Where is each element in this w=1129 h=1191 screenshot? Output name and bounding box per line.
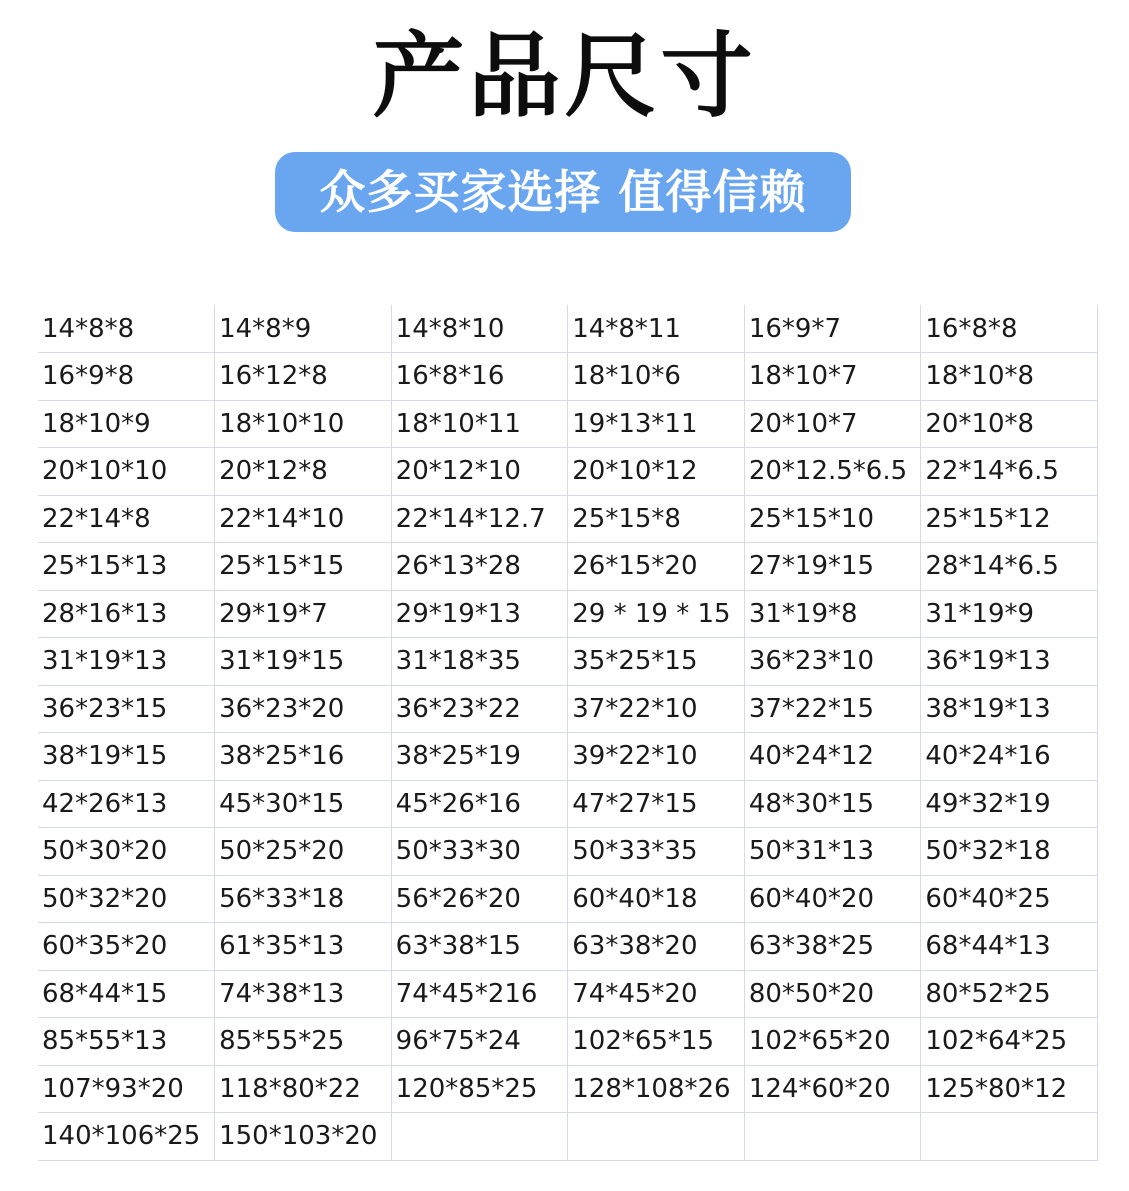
size-cell: 74*45*216 <box>391 970 568 1018</box>
size-cell: 50*25*20 <box>215 828 392 876</box>
table-row <box>38 828 1098 876</box>
size-cell: 20*10*8 <box>921 400 1098 448</box>
size-cell: 85*55*25 <box>215 1018 392 1066</box>
size-cell: 60*40*25 <box>921 875 1098 923</box>
size-cell: 150*103*20 <box>215 1113 392 1161</box>
size-cell: 22*14*8 <box>38 495 215 543</box>
size-cell: 60*40*20 <box>744 875 921 923</box>
size-cell: 36*23*10 <box>744 638 921 686</box>
size-cell: 37*22*10 <box>568 685 745 733</box>
size-cell: 63*38*20 <box>568 923 745 971</box>
size-cell: 74*38*13 <box>215 970 392 1018</box>
size-cell: 61*35*13 <box>215 923 392 971</box>
size-cell: 19*13*11 <box>568 400 745 448</box>
tagline-banner: 众多买家选择 值得信赖 <box>275 152 851 232</box>
size-cell: 56*26*20 <box>391 875 568 923</box>
table-row <box>38 495 1098 543</box>
size-cell: 27*19*15 <box>744 543 921 591</box>
size-cell: 140*106*25 <box>38 1113 215 1161</box>
table-row <box>38 590 1098 638</box>
size-cell: 35*25*15 <box>568 638 745 686</box>
size-cell: 38*19*13 <box>921 685 1098 733</box>
size-cell: 50*32*18 <box>921 828 1098 876</box>
size-cell: 16*9*7 <box>744 305 921 353</box>
size-cell: 31*19*13 <box>38 638 215 686</box>
size-cell: 50*33*30 <box>391 828 568 876</box>
size-cell: 25*15*15 <box>215 543 392 591</box>
size-cell: 63*38*15 <box>391 923 568 971</box>
size-cell: 48*30*15 <box>744 780 921 828</box>
page-title: 产品尺寸 <box>372 23 757 130</box>
size-cell: 16*8*8 <box>921 305 1098 353</box>
size-cell: 36*23*20 <box>215 685 392 733</box>
size-cell: 120*85*25 <box>391 1065 568 1113</box>
table-row <box>38 638 1098 686</box>
size-cell: 16*9*8 <box>38 353 215 401</box>
size-cell: 60*40*18 <box>568 875 745 923</box>
size-cell: 36*23*15 <box>38 685 215 733</box>
size-cell: 96*75*24 <box>391 1018 568 1066</box>
size-table <box>38 305 1098 1161</box>
size-cell: 28*14*6.5 <box>921 543 1098 591</box>
table-row <box>38 970 1098 1018</box>
size-cell: 14*8*10 <box>391 305 568 353</box>
size-cell: 18*10*7 <box>744 353 921 401</box>
size-cell: 29 * 19 * 15 <box>568 590 745 638</box>
table-row <box>38 1113 1098 1161</box>
size-cell: 18*10*6 <box>568 353 745 401</box>
table-row <box>38 733 1098 781</box>
size-cell: 16*8*16 <box>391 353 568 401</box>
size-cell: 38*25*16 <box>215 733 392 781</box>
size-cell: 40*24*16 <box>921 733 1098 781</box>
table-row <box>38 923 1098 971</box>
table-row <box>38 400 1098 448</box>
size-cell: 37*22*15 <box>744 685 921 733</box>
table-row <box>38 1018 1098 1066</box>
size-cell: 29*19*7 <box>215 590 392 638</box>
table-row <box>38 780 1098 828</box>
size-cell: 124*60*20 <box>744 1065 921 1113</box>
size-cell: 50*31*13 <box>744 828 921 876</box>
size-cell: 18*10*11 <box>391 400 568 448</box>
size-cell: 36*19*13 <box>921 638 1098 686</box>
size-cell: 42*26*13 <box>38 780 215 828</box>
size-cell: 102*65*20 <box>744 1018 921 1066</box>
size-cell: 25*15*8 <box>568 495 745 543</box>
size-cell: 20*10*7 <box>744 400 921 448</box>
size-cell <box>391 1113 568 1161</box>
size-cell: 102*64*25 <box>921 1018 1098 1066</box>
size-cell: 18*10*8 <box>921 353 1098 401</box>
size-table-body <box>38 305 1098 1160</box>
table-row <box>38 353 1098 401</box>
size-cell: 47*27*15 <box>568 780 745 828</box>
size-cell: 63*38*25 <box>744 923 921 971</box>
size-cell: 25*15*13 <box>38 543 215 591</box>
size-cell: 31*19*15 <box>215 638 392 686</box>
size-cell: 80*50*20 <box>744 970 921 1018</box>
size-cell: 20*12*8 <box>215 448 392 496</box>
size-cell: 18*10*9 <box>38 400 215 448</box>
size-cell: 20*10*12 <box>568 448 745 496</box>
size-cell: 25*15*12 <box>921 495 1098 543</box>
size-cell: 38*25*19 <box>391 733 568 781</box>
size-cell: 31*19*8 <box>744 590 921 638</box>
size-cell: 28*16*13 <box>38 590 215 638</box>
size-cell: 22*14*10 <box>215 495 392 543</box>
size-cell: 68*44*15 <box>38 970 215 1018</box>
size-cell: 45*30*15 <box>215 780 392 828</box>
size-cell: 40*24*12 <box>744 733 921 781</box>
size-cell: 107*93*20 <box>38 1065 215 1113</box>
size-cell: 20*10*10 <box>38 448 215 496</box>
size-cell: 26*15*20 <box>568 543 745 591</box>
size-cell: 29*19*13 <box>391 590 568 638</box>
size-cell: 26*13*28 <box>391 543 568 591</box>
size-cell: 14*8*8 <box>38 305 215 353</box>
size-cell: 14*8*11 <box>568 305 745 353</box>
table-row <box>38 305 1098 353</box>
size-cell: 74*45*20 <box>568 970 745 1018</box>
size-cell: 14*8*9 <box>215 305 392 353</box>
size-cell: 36*23*22 <box>391 685 568 733</box>
size-cell: 50*32*20 <box>38 875 215 923</box>
size-cell: 22*14*6.5 <box>921 448 1098 496</box>
size-cell: 80*52*25 <box>921 970 1098 1018</box>
size-cell: 118*80*22 <box>215 1065 392 1113</box>
size-cell: 125*80*12 <box>921 1065 1098 1113</box>
size-cell: 16*12*8 <box>215 353 392 401</box>
table-row <box>38 1065 1098 1113</box>
size-cell: 39*22*10 <box>568 733 745 781</box>
size-cell: 102*65*15 <box>568 1018 745 1066</box>
size-cell <box>744 1113 921 1161</box>
table-row <box>38 448 1098 496</box>
size-cell: 56*33*18 <box>215 875 392 923</box>
size-cell: 25*15*10 <box>744 495 921 543</box>
size-cell: 49*32*19 <box>921 780 1098 828</box>
size-cell <box>921 1113 1098 1161</box>
table-row <box>38 875 1098 923</box>
size-cell: 45*26*16 <box>391 780 568 828</box>
size-cell: 50*33*35 <box>568 828 745 876</box>
size-cell: 60*35*20 <box>38 923 215 971</box>
size-cell: 20*12*10 <box>391 448 568 496</box>
table-row <box>38 685 1098 733</box>
size-cell: 68*44*13 <box>921 923 1098 971</box>
size-cell: 18*10*10 <box>215 400 392 448</box>
size-cell: 22*14*12.7 <box>391 495 568 543</box>
size-cell: 31*18*35 <box>391 638 568 686</box>
size-cell: 20*12.5*6.5 <box>744 448 921 496</box>
size-cell: 85*55*13 <box>38 1018 215 1066</box>
size-cell: 128*108*26 <box>568 1065 745 1113</box>
size-cell: 31*19*9 <box>921 590 1098 638</box>
size-cell: 50*30*20 <box>38 828 215 876</box>
size-cell: 38*19*15 <box>38 733 215 781</box>
table-row <box>38 543 1098 591</box>
size-cell <box>568 1113 745 1161</box>
